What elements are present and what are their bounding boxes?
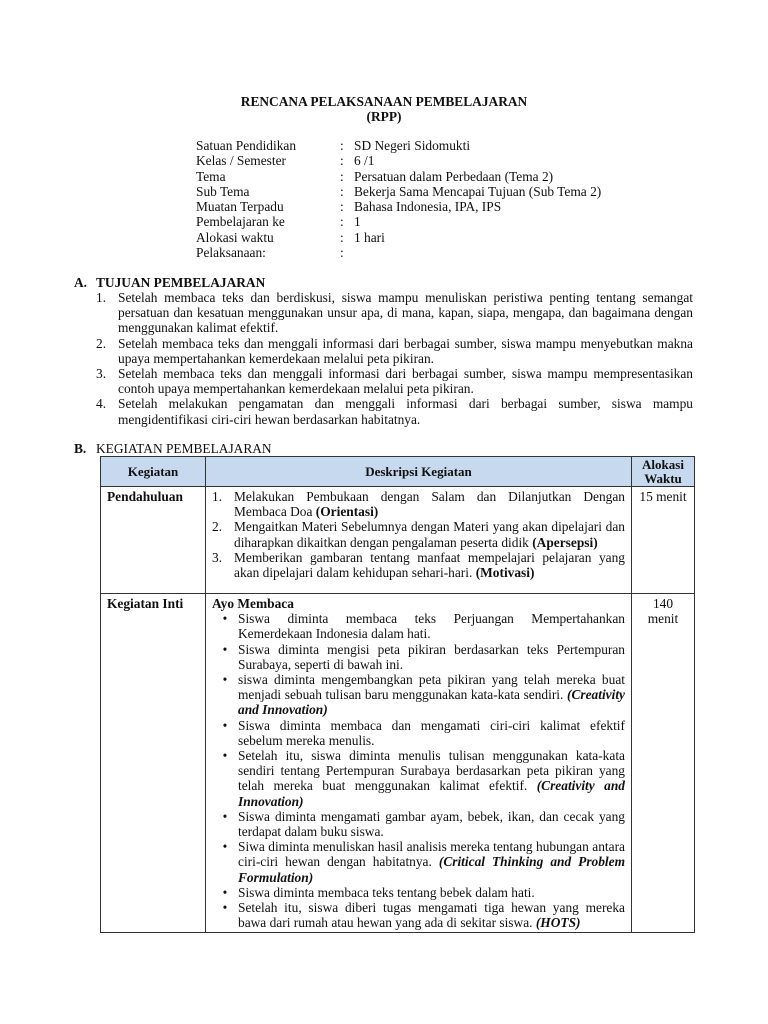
item-text-wrap <box>238 642 625 672</box>
section-a-letter: A. <box>74 275 88 290</box>
section-b-title: KEGIATAN PEMBELAJARAN <box>96 441 272 456</box>
goal-text: Setelah membaca teks dan berdiskusi, siswa mampu menuliskan peristiwa penting tentang semangat persatuan dan kesatuan menggunakan unsur apa, di mana, kapan, siapa, mengapa, dan bagaimana dengan menggunakan kalimat efektif. <box>118 290 693 336</box>
item-text-wrap <box>238 748 625 809</box>
item-text: Siswa diminta membaca teks tentang bebek dalam hati. <box>238 884 535 900</box>
meta-colon: : <box>340 199 344 215</box>
inti-item <box>212 642 625 672</box>
item-text-wrap <box>234 550 625 580</box>
goal-number: 1. <box>96 290 107 305</box>
item-skill-label: (Creativity and Innovation) <box>238 687 625 718</box>
item-text-wrap <box>238 809 625 839</box>
item-text: Siwa diminta menuliskan hasil analisis mereka tentang hubungan antara ciri-ciri hewan dengan habitatnya. <box>238 839 625 870</box>
goal-number: 4. <box>96 396 107 412</box>
learning-goals-list <box>96 290 693 427</box>
meta-colon: : <box>340 229 344 245</box>
meta-value: Bahasa Indonesia, IPA, IPS <box>354 199 502 215</box>
section-a-heading <box>74 275 265 290</box>
meta-label: Muatan Terpadu <box>196 199 284 215</box>
bullet-icon: • <box>222 884 228 900</box>
item-text-wrap <box>238 885 625 900</box>
item-text: Setelah itu, siswa diminta menulis tulisan menggunakan kata-kata sendiri tentang Pertempuran Surabaya berdasarkan peta pikiran yang telah mereka buat menggunakan kalimat efektif. <box>238 748 625 794</box>
header-kegiatan: Kegiatan <box>101 457 206 487</box>
item-text: Mengaitkan Materi Sebelumnya dengan Materi yang akan dipelajari dan diharapkan dikaitkan dengan pengalaman peserta didik <box>234 519 625 550</box>
activity-subheading: Ayo Membaca <box>212 596 294 611</box>
section-b-letter: B. <box>74 441 87 456</box>
table-header-row <box>101 457 695 487</box>
goal-text: Setelah melakukan pengamatan dan menggali informasi dari berbagai sumber, siswa mampu mengidentifikasi ciri-ciri hewan berdasarkan habitatnya. <box>118 396 693 427</box>
meta-row <box>196 138 601 153</box>
bullet-icon: • <box>222 808 228 824</box>
goal-number: 2. <box>96 335 107 351</box>
meta-label: Pembelajaran ke <box>196 214 285 230</box>
inti-item <box>212 839 625 885</box>
pendahuluan-item <box>212 550 625 580</box>
activity-description <box>206 594 632 933</box>
goal-item <box>96 290 693 336</box>
meta-label: Alokasi waktu <box>196 229 274 245</box>
item-text-wrap <box>238 611 625 641</box>
identity-block <box>196 138 601 260</box>
table-row-pendahuluan <box>101 487 695 594</box>
bullet-icon: • <box>222 900 228 916</box>
goal-item <box>96 336 693 366</box>
activity-duration: 15 menit <box>632 487 695 594</box>
item-text: Siswa diminta mengisi peta pikiran berdasarkan teks Pertempuran Surabaya, seperti di bawah ini. <box>238 641 625 672</box>
goal-text: Setelah membaca teks dan menggali informasi dari berbagai sumber, siswa mampu mempresentasikan contoh upaya mempertahankan kemerdekaan melalui peta pikiran. <box>118 366 693 397</box>
item-skill-label: (Creativity and Innovation) <box>238 778 625 809</box>
goal-item <box>96 366 693 396</box>
pendahuluan-item <box>212 489 625 519</box>
item-text-wrap <box>234 519 625 549</box>
meta-value: 1 <box>354 214 361 230</box>
item-text-wrap <box>238 718 625 748</box>
item-text-wrap <box>238 672 625 718</box>
inti-item <box>212 900 625 930</box>
activity-label: Kegiatan Inti <box>101 594 206 933</box>
item-phase-label: (Orientasi) <box>315 504 379 520</box>
meta-label: Satuan Pendidikan <box>196 138 297 153</box>
meta-value: SD Negeri Sidomukti <box>354 138 471 153</box>
table-row-inti <box>101 594 695 933</box>
inti-item <box>212 718 625 748</box>
bullet-icon: • <box>222 717 228 733</box>
meta-row <box>196 153 601 168</box>
item-text-wrap <box>234 489 625 519</box>
activity-table <box>100 456 695 933</box>
item-text: Siswa diminta membaca dan mengamati ciri-ciri kalimat efektif sebelum mereka menulis. <box>238 717 625 748</box>
item-phase-label: (Apersepsi) <box>532 534 598 550</box>
item-text: Melakukan Pembukaan dengan Salam dan Dilanjutkan Dengan Membaca Doa <box>234 489 625 520</box>
item-text: Siswa diminta mengamati gambar ayam, bebek, ikan, dan cecak yang terdapat dalam buku siswa. <box>238 808 625 840</box>
header-deskripsi: Deskripsi Kegiatan <box>206 457 632 487</box>
item-number: 1. <box>212 489 223 504</box>
meta-colon: : <box>340 183 344 199</box>
item-text-wrap <box>238 900 625 930</box>
bullet-icon: • <box>222 641 228 657</box>
item-number: 3. <box>212 549 223 565</box>
header-alokasi: Alokasi Waktu <box>632 457 695 487</box>
inti-item <box>212 748 625 809</box>
meta-colon: : <box>340 214 344 230</box>
meta-row <box>196 199 601 214</box>
goal-item <box>96 396 693 426</box>
item-skill-label: (HOTS) <box>535 915 581 931</box>
inti-item <box>212 809 625 839</box>
meta-row <box>196 169 601 184</box>
section-a-title: TUJUAN PEMBELAJARAN <box>96 275 266 290</box>
meta-row <box>196 245 601 260</box>
meta-value: 1 hari <box>354 229 385 245</box>
document-title: RENCANA PELAKSANAAN PEMBELAJARAN <box>240 94 528 109</box>
meta-colon: : <box>340 153 344 169</box>
inti-item <box>212 885 625 900</box>
activity-label: Pendahuluan <box>101 487 206 594</box>
goal-text: Setelah membaca teks dan menggali informasi dari berbagai sumber, siswa mampu menyebutkan makna upaya mempertahankan kemerdekaan melalui peta pikiran. <box>118 335 693 366</box>
activity-description <box>206 487 632 594</box>
item-text: siswa diminta mengembangkan peta pikiran yang telah mereka buat menjadi sebuah tulisan baru menggunakan kata-kata sendiri. <box>238 672 625 703</box>
item-text: Siswa diminta membaca teks Perjuangan Mempertahankan Kemerdekaan Indonesia dalam hati. <box>238 611 625 642</box>
bullet-icon: • <box>222 748 228 764</box>
section-b-heading <box>74 441 272 456</box>
meta-colon: : <box>340 168 344 184</box>
meta-value: Persatuan dalam Perbedaan (Tema 2) <box>354 168 554 184</box>
activity-duration: 140 menit <box>632 594 695 933</box>
meta-row <box>196 214 601 229</box>
meta-label: Pelaksanaan: <box>196 245 266 261</box>
meta-value: 6 /1 <box>354 153 375 169</box>
document-subtitle: (RPP) <box>366 109 402 124</box>
meta-label: Sub Tema <box>196 183 250 199</box>
pendahuluan-item <box>212 519 625 549</box>
meta-colon: : <box>340 138 344 153</box>
meta-row <box>196 230 601 245</box>
goal-number: 3. <box>96 366 107 382</box>
inti-item <box>212 611 625 641</box>
item-text-wrap <box>238 839 625 885</box>
meta-colon: : <box>340 245 344 261</box>
item-skill-label: (Critical Thinking and Problem Formulation) <box>238 854 626 885</box>
bullet-icon: • <box>222 839 228 855</box>
meta-label: Kelas / Semester <box>196 153 286 169</box>
meta-label: Tema <box>196 168 226 184</box>
bullet-icon: • <box>222 672 228 688</box>
meta-row <box>196 184 601 199</box>
bullet-icon: • <box>222 611 228 627</box>
item-text: Memberikan gambaran tentang manfaat mempelajari pelajaran yang akan dipelajari dalam kehidupan sehari-hari. <box>234 549 625 581</box>
inti-item <box>212 672 625 718</box>
item-text: Setelah itu, siswa diberi tugas mengamati tiga hewan yang mereka bawa dari rumah atau hewan yang ada di sekitar siswa. <box>238 900 625 931</box>
meta-value: Bekerja Sama Mencapai Tujuan (Sub Tema 2) <box>354 183 602 199</box>
item-phase-label: (Motivasi) <box>475 565 535 581</box>
item-number: 2. <box>212 519 223 535</box>
